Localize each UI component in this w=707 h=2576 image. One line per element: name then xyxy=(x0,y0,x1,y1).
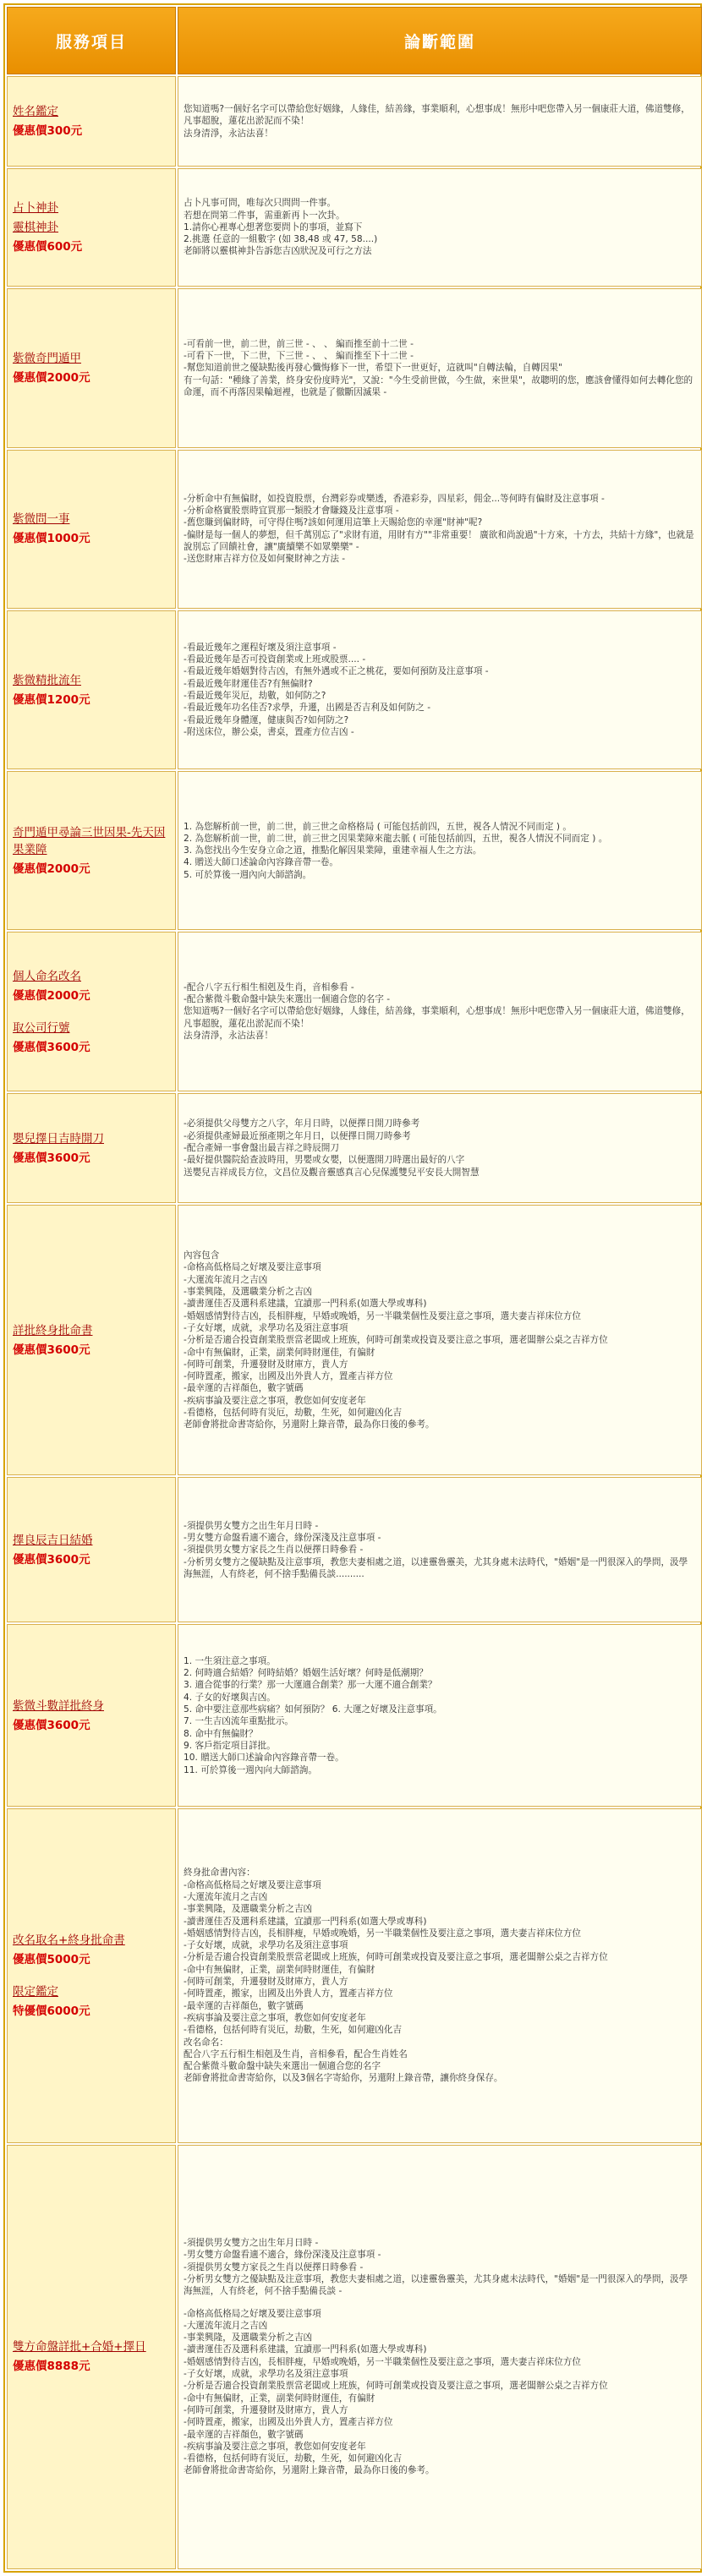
service-name-link[interactable]: 擇良辰吉日結婚 xyxy=(13,1533,93,1547)
scope-line: 5. 命中要注意那些病痛？如何預防？ 6. 大運之好壞及注意事項。 xyxy=(184,1704,442,1715)
table-row xyxy=(7,288,702,447)
scope-line: -事業興隆，及選職業分析之吉凶 xyxy=(184,1287,313,1298)
service-name-link[interactable]: 取公司行號 xyxy=(13,1020,70,1035)
service-name-link[interactable]: 姓名鑑定 xyxy=(13,104,58,118)
table-row xyxy=(7,1808,702,2142)
scope-line: -婚姻感情對待吉凶，長相胖瘦，早婚或晚婚，另一半職業個性及要注意之事項，選夫妻吉祥床位方位 xyxy=(184,1310,581,1321)
analysis-scope-cell xyxy=(178,771,702,930)
service-name-link[interactable]: 詳批終身批命書 xyxy=(13,1323,93,1337)
service-cell xyxy=(7,76,176,167)
service-cell xyxy=(7,1477,176,1622)
scope-line: -事業興隆，及選職業分析之吉凶 xyxy=(184,2333,313,2344)
scope-line: -讀書運佳否及選科系建議，宜讀那一門科系(如選大學或專科) xyxy=(184,2344,427,2355)
scope-line: 您知道嗎?一個好名字可以帶給您好姻緣，人緣佳，結善緣，事業順利，心想事成！無形中吧您帶入另一個康莊大道，佛道雙修，凡事超脫，蓮花出淤泥而不染！ xyxy=(184,103,690,127)
service-name-link[interactable]: 限定鑑定 xyxy=(13,1985,58,1999)
scope-line: -須提供男女雙方之出生年月日時 - xyxy=(184,1520,319,1531)
analysis-scope-cell xyxy=(178,932,702,1091)
scope-line: -婚姻感情對待吉凶，長相胖瘦，早婚或晚婚，另一半職業個性及要注意之事項，選夫妻吉祥床位方位 xyxy=(184,1928,581,1939)
table-row xyxy=(7,932,702,1091)
scope-line: 2.挑選 任意的一組數字 (如 38,48 或 47, 58....) xyxy=(184,234,378,245)
service-name-link[interactable]: 奇門遁甲尋論三世因果-先天因果業障 xyxy=(13,825,166,856)
analysis-scope-cell xyxy=(178,610,702,769)
scope-line: -須提供男女雙方家長之生肖以便擇日時參看 - xyxy=(184,1545,364,1556)
price-label: 優惠價1200元 xyxy=(13,692,90,707)
scope-line xyxy=(184,2298,694,2308)
analysis-scope-cell xyxy=(178,1808,702,2142)
service-name-link[interactable]: 靈棋神卦 xyxy=(13,221,58,234)
table-row xyxy=(7,1477,702,1622)
scope-line: 配合紫微斗數命盤中缺失來選出一個適合您的名字 xyxy=(184,2061,381,2072)
scope-line: 1. 為您解析前一世，前二世，前三世之命格格局 ( 可能包括前四，五世，視各人情況不同而定 ) 。 xyxy=(184,821,572,832)
scope-line: -大運流年流月之吉凶 xyxy=(184,1274,268,1285)
table-row xyxy=(7,610,702,769)
scope-line: 老師將以靈棋神卦告訴您吉凶狀況及可行之方法 xyxy=(184,246,372,257)
analysis-scope-cell xyxy=(178,450,702,609)
service-cell xyxy=(7,168,176,287)
scope-line: 2. 何時適合結婚？何時結婚？婚姻生活好壞？何時是低潮期？ xyxy=(184,1668,428,1679)
scope-line: -配合產婦一事會盤出最吉祥之時辰開刀 xyxy=(184,1142,339,1153)
service-name-link[interactable]: 嬰兒擇日吉時開刀 xyxy=(13,1131,104,1146)
service-name-link[interactable]: 紫微奇門遁甲 xyxy=(13,351,81,365)
service-cell xyxy=(7,288,176,447)
price-label: 優惠價2000元 xyxy=(13,861,90,876)
service-name-link[interactable]: 紫微精批流年 xyxy=(13,673,81,687)
scope-line: 3. 適合從事的行業？那一大運適合創業？那一大運不適合創業？ xyxy=(184,1680,437,1691)
scope-line: -命中有無偏財，正業，副業何時財運佳，有偏財 xyxy=(184,1347,375,1358)
scope-line: -看德格，包括何時有災厄，劫數，生死，如何避凶化吉 xyxy=(184,1408,403,1419)
header-service-item: 服務項目 xyxy=(7,7,176,74)
service-cell xyxy=(7,2145,176,2569)
scope-line: -分析是否適合投資創業股票當老闆或上班族，何時可創業或投資及要注意之事項，選老闆辦公桌之吉祥方位 xyxy=(184,1335,608,1346)
table-row xyxy=(7,450,702,609)
scope-line: -男女雙方命盤看適不適合，緣份深淺及注意事項 - xyxy=(184,2250,381,2261)
scope-line: -配合八字五行相生相剋及生肖，音相參看 - xyxy=(184,982,354,993)
scope-line: 11. 可於算後一週內向大師諮詢。 xyxy=(184,1764,317,1775)
service-cell xyxy=(7,450,176,609)
price-label: 優惠價3600元 xyxy=(13,1718,90,1732)
price-label: 優惠價3600元 xyxy=(13,1552,90,1567)
price-label: 特優價6000元 xyxy=(13,2004,90,2019)
scope-line: -配合紫微斗數命盤中缺失來選出一個適合您的名字 - xyxy=(184,994,391,1005)
scope-line: 8. 命中有無偏財？ xyxy=(184,1728,258,1739)
scope-line: -何時置產，搬家，出國及出外貴人方，置產吉祥方位 xyxy=(184,2417,393,2428)
scope-line: -舊您賺到偏財時，可守得住嗎?該如何運用這筆上天賜給您的幸運"財神"呢? xyxy=(184,517,483,528)
scope-line: -何時可創業，升遷發財及財庫方，貴人方 xyxy=(184,1359,348,1370)
scope-line: -命中有無偏財，正業，副業何時財運佳，有偏財 xyxy=(184,1964,375,1975)
scope-line: -必須提供產婦最近預產期之年月日，以便擇日開刀時參考 xyxy=(184,1130,411,1141)
scope-line: -何時可創業，升遷發財及財庫方，貴人方 xyxy=(184,1977,348,1988)
service-cell xyxy=(7,771,176,930)
scope-line: -何時置產，搬家，出國及出外貴人方，置產吉祥方位 xyxy=(184,1371,393,1382)
scope-line: 1. 一生須注意之事項。 xyxy=(184,1655,276,1666)
table-row xyxy=(7,168,702,287)
scope-line: 4. 子女的好壞與吉凶。 xyxy=(184,1692,276,1703)
scope-line: -事業興隆，及選職業分析之吉凶 xyxy=(184,1904,313,1915)
scope-line: 法身清淨，永沾法喜！ xyxy=(184,1031,273,1042)
scope-line: -分析男女雙方之優缺點及注意事項，教您夫妻相處之道，以達靈魯靈美，尤其身處未法時代，"婚姻"是一門很深入的學問，汲學海無涯，人有終老，何不捨手點備長談 - xyxy=(184,2273,688,2297)
table-row xyxy=(7,1093,702,1204)
analysis-scope-cell xyxy=(178,76,702,167)
analysis-scope-cell xyxy=(178,1477,702,1622)
scope-line: 若想在問第二件事，需重新再卜一次卦。 xyxy=(184,210,345,221)
spacer xyxy=(13,1007,170,1017)
scope-line: -可看下一世，下二世，下三世 - 、 、 編而推至下十二世 - xyxy=(184,351,414,361)
price-label: 優惠價3600元 xyxy=(13,1343,90,1357)
scope-line: -疾病事論及要注意之事項，教您如何安度老年 xyxy=(184,2012,366,2023)
scope-line: 法身清淨，永沾法喜！ xyxy=(184,128,273,139)
scope-line: 10. 贈送大師口述論命內容錄音帶一卷。 xyxy=(184,1753,344,1764)
scope-line: -讀書運佳否及選科系建議，宜讀那一門科系(如選大學或專科) xyxy=(184,1916,427,1927)
scope-line: -看德格，包括何時有災厄，劫數，生死，如何避凶化吉 xyxy=(184,2025,403,2036)
scope-line: 改名命名： xyxy=(184,2037,228,2048)
service-cell xyxy=(7,1624,176,1807)
scope-line: 7. 一生吉凶流年重點批示。 xyxy=(184,1716,294,1727)
scope-line: 2. 為您解析前一世，前二世，前三世之因果業障來龍去脈 ( 可能包括前四，五世，視各人情況不同而定 ) 。 xyxy=(184,833,608,844)
scope-line: -可看前一世，前二世，前三世 - 、 、 編而推至前十二世 - xyxy=(184,338,414,349)
scope-line: 4. 贈送大師口述論命內容錄音帶一卷。 xyxy=(184,857,338,868)
scope-line: -送您財庫吉祥方位及如何聚財神之方法 - xyxy=(184,554,346,565)
scope-line: 老師會將批命書寄給你，另還附上錄音帶，最為你日後的參考。 xyxy=(184,1419,435,1430)
scope-line: -最幸運的吉祥顏色，數字號碼 xyxy=(184,2429,304,2440)
analysis-scope-cell xyxy=(178,1093,702,1204)
scope-line: -子女好壞，成就，求學功名及須注意事項 xyxy=(184,2369,348,2380)
table-row xyxy=(7,771,702,930)
scope-line: 有一句話："種緣了善業，終身安份度時光"，又說："今生受前世做，今生做，來世果"，故聰明的您，應該會懂得如何去轉化您的命運，而不再落因果輪迴裡，也就是了徹斷因滅果 - xyxy=(184,375,693,397)
scope-line: -命格高低格局之好壞及要注意事項 xyxy=(184,2308,321,2319)
table-row xyxy=(7,2145,702,2569)
scope-line: 您知道嗎?一個好名字可以帶給您好姻緣，人緣佳，結善緣，事業順利，心想事成！無形中吧您帶入另一個康莊大道，佛道雙修，凡事超脫，蓮花出淤泥而不染！ xyxy=(184,1006,690,1029)
analysis-scope-cell xyxy=(178,1624,702,1807)
table-row xyxy=(7,1205,702,1475)
service-cell xyxy=(7,610,176,769)
service-name-link[interactable]: 雙方命盤詳批+合婚+擇日 xyxy=(13,2340,146,2354)
scope-line: -疾病事論及要注意之事項，教您如何安度老年 xyxy=(184,1395,366,1406)
table-header-row xyxy=(7,7,702,74)
table-row xyxy=(7,1624,702,1807)
price-label: 優惠價2000元 xyxy=(13,988,90,1003)
scope-line: -疾病事論及要注意之事項，教您如何安度老年 xyxy=(184,2441,366,2452)
price-label: 優惠價5000元 xyxy=(13,1953,90,1967)
scope-line: 5. 可於算後一週內向大師諮詢。 xyxy=(184,869,312,880)
scope-line: 終身批命書內容： xyxy=(184,1868,255,1879)
scope-line: -分析是否適合投資創業股票當老闆或上班族，何時可創業或投資及要注意之事項，選老闆辦公桌之吉祥方位 xyxy=(184,2381,608,2392)
scope-line: -看最近幾年是否可投資創業或上班或股票.... - xyxy=(184,654,366,665)
scope-line: -最幸運的吉祥顏色，數字號碼 xyxy=(184,1383,304,1394)
scope-line: -命格高低格局之好壞及要注意事項 xyxy=(184,1879,321,1890)
scope-line: -大運流年流月之吉凶 xyxy=(184,2320,268,2331)
analysis-scope-cell xyxy=(178,2145,702,2569)
spacer xyxy=(13,1971,170,1981)
scope-line: 9. 客戶指定項目詳批。 xyxy=(184,1740,276,1751)
scope-line: -偏財是每一個人的夢想，但千萬別忘了"求財有道，用財有方""非常重要！ 廣欲和尚說過"十方來，十方去，共結十方緣"，也就是說別忘了回饋社會，讓"廣續樂不如眾樂樂" - xyxy=(184,529,694,553)
scope-line: -須提供男女雙方之出生年月日時 - xyxy=(184,2238,319,2249)
scope-line: -分析命中有無偏財，如投資股票，台灣彩券或樂透，香港彩券，四星彩，佣金...等何時有偏財及注意事項 - xyxy=(184,493,605,504)
scope-line: -大運流年流月之吉凶 xyxy=(184,1891,268,1902)
scope-line: -子女好壞，成就，求學功名及須注意事項 xyxy=(184,1322,348,1333)
scope-line: -何時置產，搬家，出國及出外貴人方，置產吉祥方位 xyxy=(184,1988,393,1999)
service-name-link[interactable]: 紫微斗數詳批終身 xyxy=(13,1698,104,1713)
scope-line: -分析是否適合投資創業股票當老闆或上班族，何時可創業或投資及要注意之事項，選老闆辦公桌之吉祥方位 xyxy=(184,1952,608,1963)
price-label: 優惠價8888元 xyxy=(13,2360,90,2374)
service-cell xyxy=(7,1808,176,2142)
scope-line: -分析命格實股票時宜買那一類股才會賺錢及注意事項 - xyxy=(184,506,399,517)
analysis-scope-cell xyxy=(178,168,702,287)
analysis-scope-cell xyxy=(178,1205,702,1475)
scope-line: -看最近幾年功名佳否?求學，升遷，出國是否吉利及如何防之 - xyxy=(184,703,431,714)
scope-line: 老師會將批命書寄給你，另還附上錄音帶，最為你日後的參考。 xyxy=(184,2465,435,2476)
scope-line: -看最近幾年身體運，健康與否?如何防之? xyxy=(184,714,349,725)
scope-line: 老師會將批命書寄給你，以及3個名字寄給你，另還附上錄音帶，讓你終身保存。 xyxy=(184,2073,503,2084)
price-label: 優惠價600元 xyxy=(13,240,83,254)
price-label: 優惠價1000元 xyxy=(13,532,90,546)
service-cell xyxy=(7,932,176,1091)
scope-line: -必須提供父母雙方之八字，年月日時，以便擇日開刀時參考 xyxy=(184,1118,420,1129)
table-row xyxy=(7,76,702,167)
scope-line: 內容包含 xyxy=(184,1250,220,1261)
scope-line: -看最近幾年婚姻對待吉凶，有無外遇或不正之桃花，要如何預防及注意事項 - xyxy=(184,666,489,677)
service-name-link[interactable]: 個人命名改名 xyxy=(13,969,81,983)
scope-line: -分析男女雙方之優缺點及注意事項，教您夫妻相處之道，以達靈魯靈美，尤其身處未法時代，"婚姻"是一門很深入的學問，汲學海無涯，人有終老，何不捨手點備長談.......... xyxy=(184,1556,688,1579)
service-name-link[interactable]: 改名取名+終身批命書 xyxy=(13,1933,125,1948)
scope-line: -看最近幾年財運佳否?有無偏財? xyxy=(184,678,313,689)
scope-line: -男女雙方命盤看適不適合，緣份深淺及注意事項 - xyxy=(184,1532,381,1543)
scope-line: -看德格，包括何時有災厄，劫數，生死，如何避凶化吉 xyxy=(184,2453,403,2464)
price-label: 優惠價300元 xyxy=(13,123,83,138)
scope-line: -讀書運佳否及選科系建議，宜讀那一門科系(如選大學或專科) xyxy=(184,1299,427,1310)
services-table xyxy=(5,5,704,2571)
scope-line: -子女好壞，成就，求學功名及須注意事項 xyxy=(184,1940,348,1951)
analysis-scope-cell xyxy=(178,288,702,447)
scope-line: 3. 為您找出今生安身立命之道，推點化解因果業障，重建幸福人生之方法。 xyxy=(184,845,482,856)
price-label: 優惠價2000元 xyxy=(13,370,90,385)
scope-line: -命中有無偏財，正業，副業何時財運佳，有偏財 xyxy=(184,2393,375,2404)
scope-line: -須提供男女雙方家長之生肖以便擇日時參看 - xyxy=(184,2262,364,2272)
scope-line: -幫您知道前世之優缺點後再發心懺悔修下一世，希望下一世更好，這就叫"自轉法輪，自轉因果" xyxy=(184,363,562,374)
scope-line: 配合八字五行相生相剋及生肖，音相參看，配合生肖姓名 xyxy=(184,2048,408,2059)
scope-line: -最好提供醫院給查波時用，男嬰或女嬰，以便選開刀時選出最好的八字 xyxy=(184,1155,465,1166)
scope-line: 送嬰兒吉祥成長方位，文昌位及觀音靈感真言心兒保護雙兒平安長大開智慧 xyxy=(184,1167,480,1178)
scope-line: -婚姻感情對待吉凶，長相胖瘦，早婚或晚婚，另一半職業個性及要注意之事項，選夫妻吉祥床位方位 xyxy=(184,2356,581,2367)
header-analysis-scope: 論斷範圍 xyxy=(178,7,702,74)
service-name-link[interactable]: 紫微問一事 xyxy=(13,512,70,527)
service-cell xyxy=(7,1093,176,1204)
scope-line: -何時可創業，升遷發財及財庫方，貴人方 xyxy=(184,2404,348,2415)
scope-line: 1.請你心裡專心想著您要問卜的事項，並寫下 xyxy=(184,222,363,232)
scope-line: -最幸運的吉祥顏色，數字號碼 xyxy=(184,2000,304,2011)
price-label: 優惠價3600元 xyxy=(13,1040,90,1054)
scope-line: 占卜凡事可問，唯每次只問問一件事。 xyxy=(184,198,337,209)
service-cell xyxy=(7,1205,176,1475)
scope-line: -看最近幾年災厄，劫數，如何防之? xyxy=(184,691,326,702)
price-label: 優惠價3600元 xyxy=(13,1151,90,1165)
scope-line: -看最近幾年之運程好壞及須注意事項 - xyxy=(184,642,337,653)
scope-line: -命格高低格局之好壞及要注意事項 xyxy=(184,1262,321,1273)
scope-line: -附送床位，辦公桌，書桌，置產方位吉凶 - xyxy=(184,726,354,737)
service-name-link[interactable]: 占卜神卦 xyxy=(13,201,58,215)
